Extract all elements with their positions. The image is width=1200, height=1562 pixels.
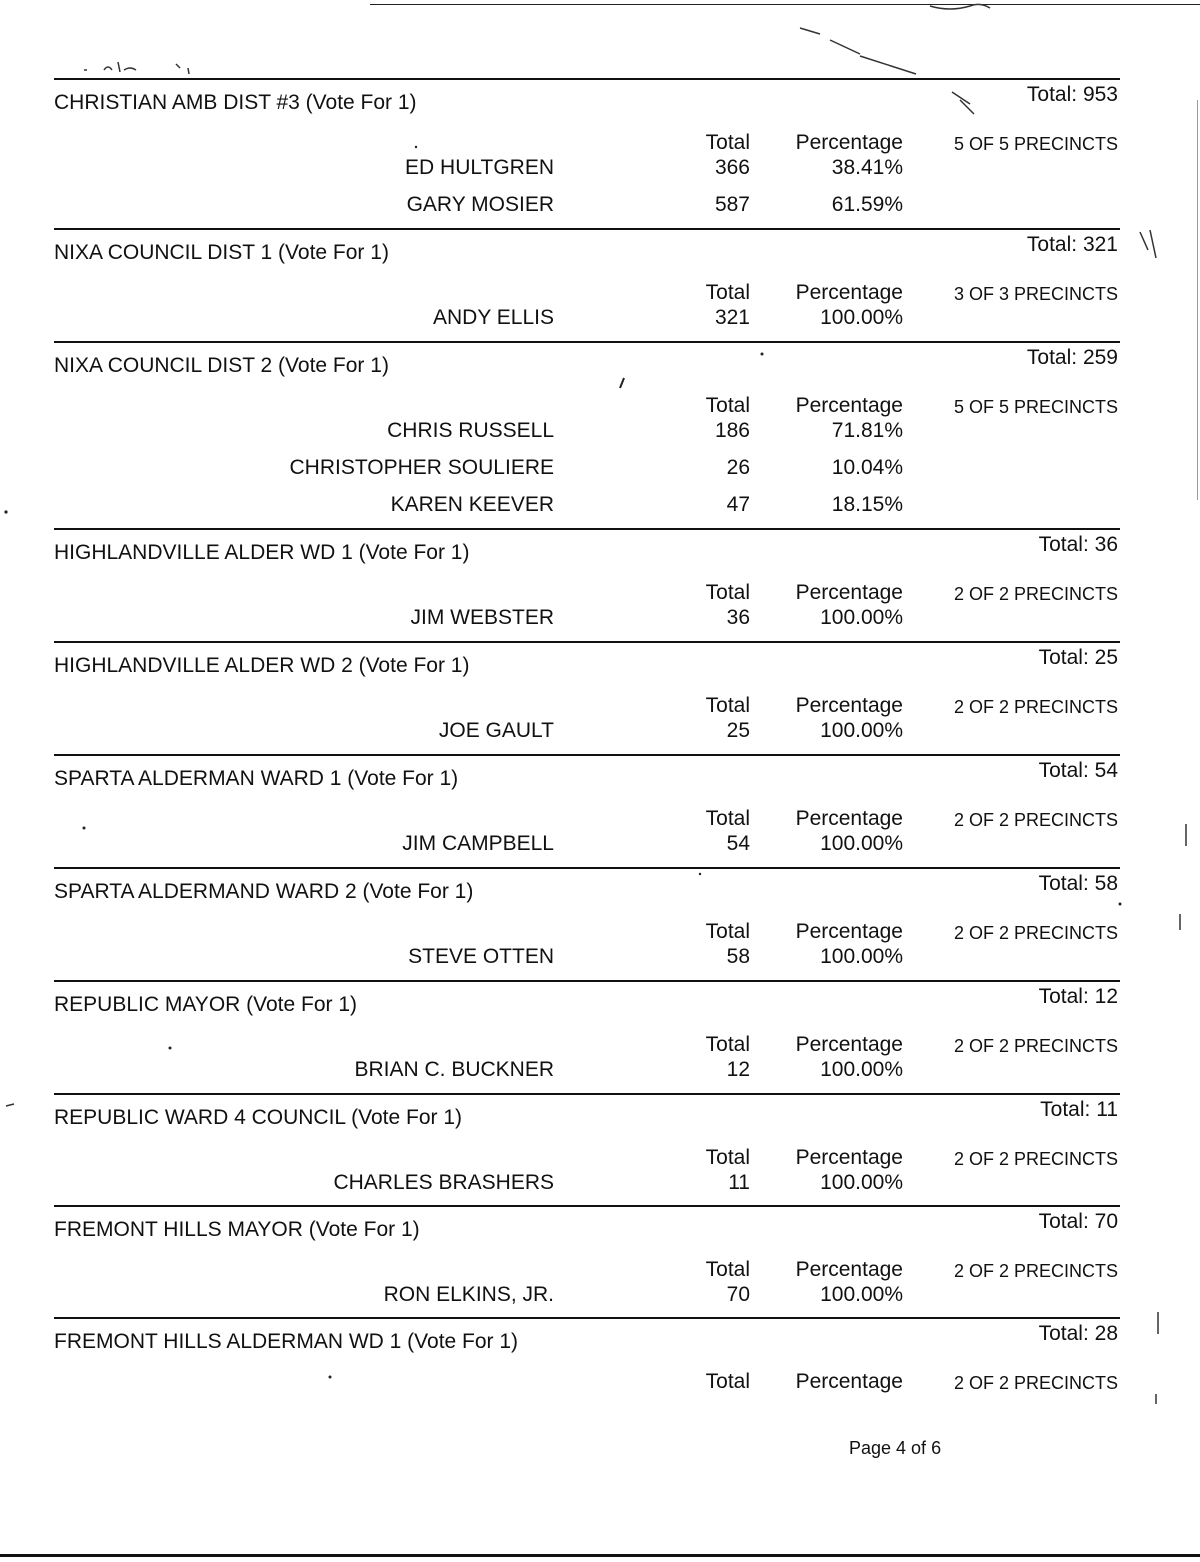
candidate-row: [0, 1058, 1200, 1088]
candidate-percentage: 100.00%: [820, 1058, 903, 1081]
percentage-column-header: Percentage: [795, 131, 903, 154]
contest-title: NIXA COUNCIL DIST 2 (Vote For 1): [54, 354, 389, 377]
candidate-name: JOE GAULT: [438, 719, 554, 742]
contest-total: Total: 58: [1038, 872, 1118, 895]
precincts-reporting: 2 OF 2 PRECINCTS: [953, 1373, 1118, 1393]
candidate-votes: 11: [728, 1171, 750, 1194]
candidate-votes: 366: [714, 156, 750, 179]
percentage-column-header: Percentage: [795, 1146, 903, 1169]
contest-divider: [54, 78, 1120, 80]
contest-divider: [54, 754, 1120, 756]
contest-total: Total: 953: [1026, 83, 1118, 106]
total-column-header: Total: [705, 694, 750, 717]
precincts-reporting: 2 OF 2 PRECINCTS: [953, 584, 1118, 604]
candidate-row: [0, 419, 1200, 449]
candidate-percentage: 100.00%: [820, 1283, 903, 1306]
contest-total: Total: 70: [1038, 1210, 1118, 1233]
precincts-reporting: 2 OF 2 PRECINCTS: [953, 1261, 1118, 1281]
total-column-header: Total: [705, 920, 750, 943]
percentage-column-header: Percentage: [795, 581, 903, 604]
candidate-name: ED HULTGREN: [405, 156, 554, 179]
precincts-reporting: 5 OF 5 PRECINCTS: [953, 397, 1118, 417]
scan-bottom-edge: [0, 1554, 1200, 1557]
candidate-row: [0, 1171, 1200, 1201]
candidate-row: [0, 832, 1200, 862]
contest-title: REPUBLIC WARD 4 COUNCIL (Vote For 1): [54, 1106, 463, 1129]
candidate-votes: 186: [714, 419, 750, 442]
contest-divider: [54, 341, 1120, 343]
candidate-row: [0, 719, 1200, 749]
contest-divider: [54, 1317, 1120, 1319]
candidate-votes: 47: [726, 493, 750, 516]
page-number: Page 4 of 6: [849, 1438, 942, 1458]
total-column-header: Total: [705, 1033, 750, 1056]
total-column-header: Total: [705, 581, 750, 604]
precincts-reporting: 2 OF 2 PRECINCTS: [953, 923, 1118, 943]
contest-total: Total: 11: [1040, 1098, 1118, 1121]
contest-divider: [54, 980, 1120, 982]
candidate-votes: 54: [726, 832, 750, 855]
candidate-votes: 25: [726, 719, 750, 742]
total-column-header: Total: [705, 1146, 750, 1169]
contest-total: Total: 321: [1026, 233, 1118, 256]
precincts-reporting: 2 OF 2 PRECINCTS: [953, 1149, 1118, 1169]
precincts-reporting: 3 OF 3 PRECINCTS: [953, 284, 1118, 304]
contest-total: Total: 28: [1038, 1322, 1118, 1345]
contest-divider: [54, 228, 1120, 230]
candidate-percentage: 100.00%: [820, 945, 903, 968]
contest-divider: [54, 528, 1120, 530]
percentage-column-header: Percentage: [795, 694, 903, 717]
candidate-row: [0, 456, 1200, 486]
percentage-column-header: Percentage: [795, 281, 903, 304]
candidate-name: ANDY ELLIS: [432, 306, 554, 329]
percentage-column-header: Percentage: [795, 1258, 903, 1281]
candidate-name: KAREN KEEVER: [390, 493, 554, 516]
contest-title: FREMONT HILLS MAYOR (Vote For 1): [54, 1218, 420, 1241]
candidate-percentage: 100.00%: [820, 719, 903, 742]
percentage-column-header: Percentage: [795, 1370, 903, 1393]
candidate-name: RON ELKINS, JR.: [383, 1283, 554, 1306]
precincts-reporting: 2 OF 2 PRECINCTS: [953, 697, 1118, 717]
precincts-reporting: 5 OF 5 PRECINCTS: [953, 134, 1118, 154]
precincts-reporting: 2 OF 2 PRECINCTS: [953, 810, 1118, 830]
candidate-name: CHRISTOPHER SOULIERE: [289, 456, 554, 479]
candidate-percentage: 18.15%: [831, 493, 903, 516]
candidate-name: CHRIS RUSSELL: [387, 419, 554, 442]
candidate-percentage: 10.04%: [831, 456, 903, 479]
candidate-row: [0, 1283, 1200, 1313]
contest-title: SPARTA ALDERMAND WARD 2 (Vote For 1): [54, 880, 474, 903]
contest-total: Total: 36: [1038, 533, 1118, 556]
candidate-name: GARY MOSIER: [406, 193, 554, 216]
candidate-percentage: 100.00%: [820, 1171, 903, 1194]
percentage-column-header: Percentage: [795, 1033, 903, 1056]
total-column-header: Total: [705, 807, 750, 830]
contest-title: FREMONT HILLS ALDERMAN WD 1 (Vote For 1): [54, 1330, 519, 1353]
contest-total: Total: 54: [1038, 759, 1118, 782]
percentage-column-header: Percentage: [795, 920, 903, 943]
percentage-column-header: Percentage: [795, 394, 903, 417]
contest-total: Total: 259: [1026, 346, 1118, 369]
total-column-header: Total: [705, 394, 750, 417]
contest-total: Total: 25: [1038, 646, 1118, 669]
candidate-name: JIM WEBSTER: [410, 606, 554, 629]
candidate-percentage: 61.59%: [831, 193, 903, 216]
total-column-header: Total: [705, 1370, 750, 1393]
contest-title: HIGHLANDVILLE ALDER WD 1 (Vote For 1): [54, 541, 470, 564]
candidate-votes: 587: [714, 193, 750, 216]
candidate-percentage: 100.00%: [820, 306, 903, 329]
candidate-votes: 36: [726, 606, 750, 629]
contest-title: CHRISTIAN AMB DIST #3 (Vote For 1): [54, 91, 417, 114]
contest-title: NIXA COUNCIL DIST 1 (Vote For 1): [54, 241, 389, 264]
candidate-votes: 12: [726, 1058, 750, 1081]
precincts-reporting: 2 OF 2 PRECINCTS: [953, 1036, 1118, 1056]
candidate-name: STEVE OTTEN: [408, 945, 554, 968]
candidate-name: JIM CAMPBELL: [402, 832, 554, 855]
candidate-percentage: 100.00%: [820, 606, 903, 629]
candidate-row: [0, 606, 1200, 636]
candidate-name: CHARLES BRASHERS: [333, 1171, 554, 1194]
candidate-row: [0, 156, 1200, 186]
total-column-header: Total: [705, 1258, 750, 1281]
contest-divider: [54, 641, 1120, 643]
percentage-column-header: Percentage: [795, 807, 903, 830]
contest-title: SPARTA ALDERMAN WARD 1 (Vote For 1): [54, 767, 459, 790]
candidate-votes: 70: [726, 1283, 750, 1306]
candidate-percentage: 71.81%: [831, 419, 903, 442]
contest-divider: [54, 1205, 1120, 1207]
candidate-row: [0, 306, 1200, 336]
candidate-row: [0, 945, 1200, 975]
candidate-row: [0, 493, 1200, 523]
contest-divider: [54, 1093, 1120, 1095]
candidate-name: BRIAN C. BUCKNER: [354, 1058, 554, 1081]
candidate-votes: 58: [726, 945, 750, 968]
candidate-votes: 321: [714, 306, 750, 329]
contest-total: Total: 12: [1038, 985, 1118, 1008]
candidate-votes: 26: [726, 456, 750, 479]
total-column-header: Total: [705, 281, 750, 304]
contest-title: HIGHLANDVILLE ALDER WD 2 (Vote For 1): [54, 654, 470, 677]
contest-title: REPUBLIC MAYOR (Vote For 1): [54, 993, 358, 1016]
contest-divider: [54, 867, 1120, 869]
candidate-percentage: 100.00%: [820, 832, 903, 855]
total-column-header: Total: [705, 131, 750, 154]
candidate-percentage: 38.41%: [831, 156, 903, 179]
candidate-row: [0, 193, 1200, 223]
